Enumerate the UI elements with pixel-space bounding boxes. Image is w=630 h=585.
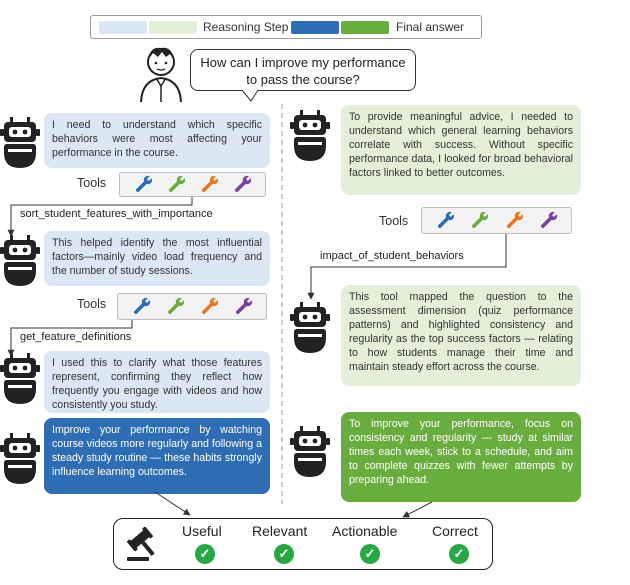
right-reasoning-step-1: To provide meaningful advice, I needed to understand which general learning behaviors correlate with success. Without specific performance data, I looked for broad behavioral factors linked to better outcomes. <box>341 105 581 195</box>
wrench-purple-icon <box>536 211 560 231</box>
robot-icon <box>0 433 40 485</box>
left-reasoning-step-1: I need to understand which specific behaviors were most affecting your performance in the course. <box>44 113 270 168</box>
wrench-green-icon <box>164 175 188 195</box>
left-tool-call-2: get_feature_definitions <box>20 331 132 343</box>
right-tools-panel <box>421 207 572 234</box>
right-tools-label: Tools <box>379 214 409 228</box>
robot-icon <box>290 426 330 478</box>
left-reasoning-step-3: I used this to clarify what those features represent, confirming they reflect how frequently you engage with videos and how consistently you study. <box>44 351 270 413</box>
legend-swatch-dark-blue <box>291 21 339 34</box>
left-tools-panel-2 <box>117 293 267 320</box>
legend-final-label: Final answer <box>396 20 465 34</box>
left-tools-panel-1 <box>119 172 266 197</box>
wrench-blue-icon <box>129 297 153 317</box>
right-reasoning-step-2: This tool mapped the question to the assessment dimension (quiz performance patterns) and highlighted consistency and regularity as the top success factors — relating to how students manage their time and maintain steady effort across the course. <box>341 285 581 386</box>
question-bubble: How can I improve my performance to pass the course? <box>190 49 416 91</box>
criterion-label: Useful <box>182 523 222 539</box>
robot-icon <box>290 302 330 354</box>
legend <box>90 15 482 39</box>
user-avatar-icon <box>136 42 186 102</box>
wrench-orange-icon <box>197 297 221 317</box>
wrench-purple-icon <box>231 297 255 317</box>
robot-icon <box>290 110 330 162</box>
wrench-blue-icon <box>433 211 457 231</box>
left-final-answer: Improve your performance by watching course videos more regularly and following a steady study routine — these habits strongly influence learning outcomes. <box>44 418 270 494</box>
check-icon: ✓ <box>195 544 215 564</box>
left-tool-call-1: sort_student_features_with_importance <box>20 208 213 220</box>
criterion-label: Correct <box>432 523 478 539</box>
evaluation-panel <box>113 518 493 570</box>
check-icon: ✓ <box>360 544 380 564</box>
left-tools-label-2: Tools <box>77 297 107 311</box>
criterion-label: Actionable <box>332 523 398 539</box>
wrench-orange-icon <box>197 175 221 195</box>
wrench-blue-icon <box>131 175 155 195</box>
legend-swatch-light-green <box>149 21 197 34</box>
legend-swatch-light-blue <box>99 21 147 34</box>
left-tools-label-1: Tools <box>77 176 107 190</box>
left-reasoning-step-2: This helped identify the most influential factors—mainly video load frequency and the number of study sessions. <box>44 231 270 286</box>
wrench-purple-icon <box>230 175 254 195</box>
column-divider <box>280 104 284 504</box>
wrench-green-icon <box>163 297 187 317</box>
check-icon: ✓ <box>274 544 294 564</box>
legend-reasoning-label: Reasoning Step <box>203 20 289 34</box>
legend-swatch-dark-green <box>341 21 389 34</box>
criterion-label: Relevant <box>252 523 308 539</box>
wrench-green-icon <box>467 211 491 231</box>
robot-icon <box>0 117 40 169</box>
robot-icon <box>0 235 40 287</box>
right-tool-call: impact_of_student_behaviors <box>320 250 464 262</box>
right-final-answer: To improve your performance, focus on consistency and regularity — study at similar times each week, stick to a schedule, and aim to complete quizzes with fewer attempts by preparing ahead. <box>341 412 581 502</box>
wrench-orange-icon <box>502 211 526 231</box>
gavel-icon <box>124 527 162 563</box>
question-bubble-tail <box>240 89 262 103</box>
check-icon: ✓ <box>449 544 469 564</box>
